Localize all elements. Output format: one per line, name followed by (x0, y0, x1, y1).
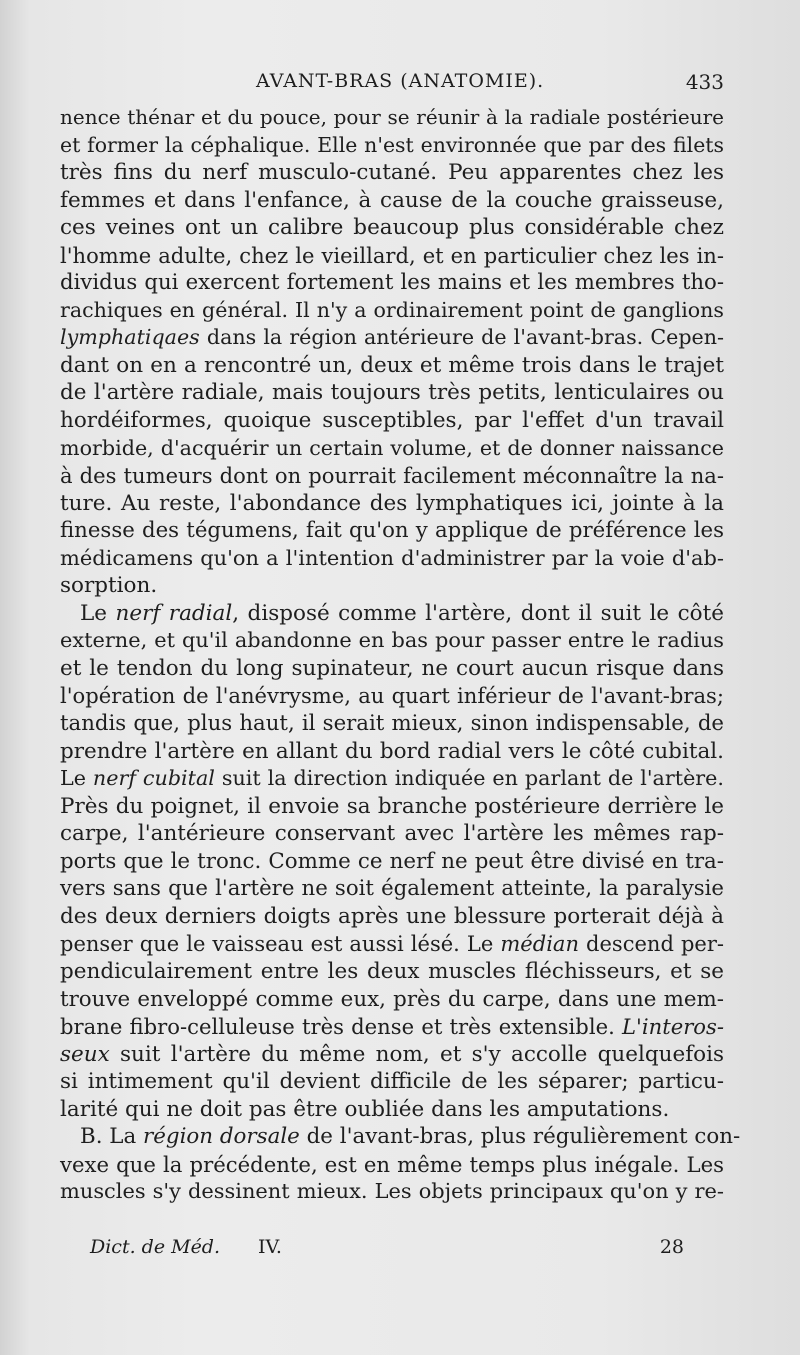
text-run: pendiculairement entre les deux muscles fléchisseurs, et se (60, 958, 724, 984)
text-run: dant on en a rencontré un, deux et même trois dans le trajet (60, 352, 724, 378)
text-line (60, 1068, 724, 1096)
text-line (60, 297, 724, 325)
text-line (60, 379, 724, 407)
text-run: finesse des tégumens, fait qu'on y applique de préférence les (60, 518, 724, 544)
text-line (60, 187, 724, 215)
text-line (60, 986, 724, 1014)
text-run: descend per- (578, 931, 724, 957)
italic-term: région dorsale (143, 1124, 300, 1150)
italic-term: lymphatiqaes (60, 325, 200, 350)
text-run: Près du poignet, il envoie sa branche postérieure derrière le (60, 793, 724, 819)
page-number: 433 (685, 70, 724, 94)
text-run: ture. Au reste, l'abondance des lymphatiques ici, jointe à la (60, 490, 724, 516)
page-footer (90, 1236, 684, 1266)
text-run: hordéiformes, quoique susceptibles, par l'effet d'un travail (60, 408, 724, 434)
italic-term: seux (60, 1041, 110, 1067)
text-line (60, 1151, 724, 1179)
text-run: des deux derniers doigts après une blessure porterait déjà à (60, 903, 724, 929)
text-line (60, 462, 724, 490)
text-line (60, 1041, 724, 1069)
volume-number: IV. (258, 1236, 282, 1258)
text-line (60, 820, 724, 848)
text-run: tandis que, plus haut, il serait mieux, sinon indispensable, de (60, 711, 724, 737)
text-run: B. La (80, 1124, 144, 1150)
text-line (60, 1013, 724, 1041)
text-run: penser que le vaisseau est aussi lésé. Le (60, 931, 501, 957)
signature-mark: Dict. de Méd. (90, 1236, 221, 1258)
text-run: suit la direction indiquée en parlant de l'artère. (214, 766, 724, 791)
text-line (60, 545, 724, 573)
text-line (60, 765, 724, 793)
text-run: morbide, d'acquérir un certain volume, et de donner naissance (60, 435, 724, 460)
text-line (60, 269, 724, 297)
text-run: de l'artère radiale, mais toujours très petits, lenticulaires ou (60, 380, 724, 406)
text-line (60, 242, 724, 270)
text-run: de l'avant-bras, plus régulièrement con- (299, 1124, 741, 1150)
running-title: AVANT-BRAS (ANATOMIE). (256, 70, 545, 92)
text-run: larité qui ne doit pas être oubliée dans les amputations. (60, 1096, 670, 1122)
text-run: brane fibro-celluleuse très dense et très extensible. (60, 1014, 623, 1040)
text-run: et le tendon du long supinateur, ne court aucun risque dans (60, 655, 724, 681)
sheet-number: 28 (659, 1236, 684, 1258)
text-line (60, 352, 724, 380)
text-run: l'opération de l'anévrysme, au quart inférieur de l'avant-bras; (60, 683, 724, 709)
text-run: dans la région antérieure de l'avant-bras. Cepen- (199, 325, 724, 350)
text-run: nence thénar et du pouce, pour se réunir à la radiale postérieure (60, 105, 724, 129)
text-run: ces veines ont un calibre beaucoup plus considérable chez (60, 215, 724, 241)
text-run: vexe que la précédente, est en même temps plus inégale. Les (60, 1151, 724, 1177)
text-line (60, 848, 724, 876)
text-run: l'homme adulte, chez le vieillard, et en particulier chez les in- (60, 242, 724, 268)
italic-term: L'interos- (622, 1014, 724, 1040)
text-run: trouve enveloppé comme eux, près du carpe, dans une mem- (60, 986, 724, 1012)
italic-term: nerf radial (115, 600, 233, 626)
text-run: femmes et dans l'enfance, à cause de la couche graisseuse, (60, 187, 724, 213)
text-line (60, 627, 724, 655)
text-line (60, 1096, 724, 1124)
text-line (60, 132, 724, 160)
text-line (60, 407, 724, 435)
text-line (60, 324, 724, 352)
text-run: dividus qui exercent fortement les mains et les membres tho- (60, 270, 724, 296)
text-line (60, 104, 724, 132)
text-line (60, 903, 724, 931)
text-line (60, 655, 724, 683)
text-run: Le (80, 600, 116, 626)
text-line (60, 875, 724, 903)
text-run: si intimement qu'il devient difficile de les séparer; particu- (60, 1069, 724, 1095)
text-line (60, 159, 724, 187)
body-text (60, 104, 741, 1206)
text-run: ports que le tronc. Comme ce nerf ne peut être divisé en tra- (60, 848, 724, 874)
text-line (60, 572, 724, 600)
text-line (60, 1123, 741, 1151)
text-line (60, 600, 724, 628)
text-line (60, 958, 724, 986)
italic-term: médian (500, 931, 579, 957)
text-line (60, 793, 724, 821)
text-run: et former la céphalique. Elle n'est environnée que par des filets (60, 132, 724, 157)
text-run: externe, et qu'il abandonne en bas pour passer entre le radius (60, 628, 724, 653)
text-line (60, 1178, 724, 1206)
text-run: carpe, l'antérieure conservant avec l'artère les mêmes rap- (60, 821, 724, 847)
text-run: muscles s'y dessinent mieux. Les objets principaux qu'on y re- (60, 1179, 724, 1204)
text-line (60, 435, 724, 463)
page-header (60, 70, 724, 104)
text-line (60, 710, 724, 738)
text-run: à des tumeurs dont on pourrait facilement méconnaître la na- (60, 463, 724, 489)
text-run: médicamens qu'on a l'intention d'administrer par la voie d'ab- (60, 545, 724, 570)
text-run: très fins du nerf musculo-cutané. Peu apparentes chez les (60, 160, 724, 186)
italic-term: nerf cubital (92, 766, 215, 791)
text-line (60, 682, 724, 710)
text-run: sorption. (60, 573, 158, 599)
text-line (60, 214, 724, 242)
text-run: prendre l'artère en allant du bord radial vers le côté cubital. (60, 738, 724, 764)
text-run: , disposé comme l'artère, dont il suit le côté (232, 600, 724, 626)
text-run: rachiques en général. Il n'y a ordinairement point de ganglions (60, 297, 724, 322)
text-run: suit l'artère du même nom, et s'y accolle quelquefois (109, 1041, 724, 1067)
text-line (60, 738, 724, 766)
text-run: Le (60, 766, 93, 791)
text-run: vers sans que l'artère ne soit également atteinte, la paralysie (60, 876, 724, 902)
text-line (60, 490, 724, 518)
text-line (60, 517, 724, 545)
text-line (60, 930, 724, 958)
